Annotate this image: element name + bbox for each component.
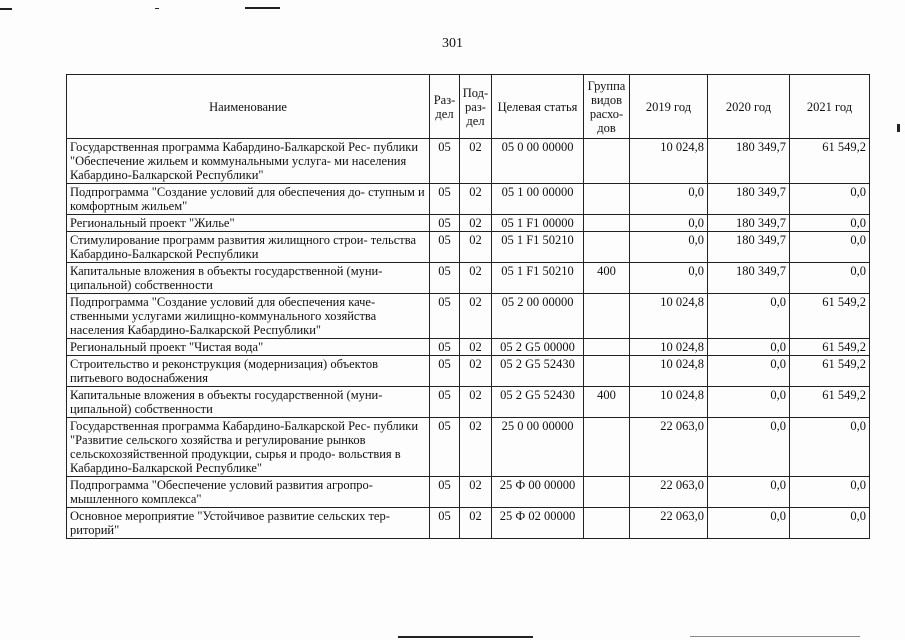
row-section: 05: [430, 232, 460, 263]
row-name: Капитальные вложения в объекты государственной (муни- ципальной) собственности: [67, 387, 430, 418]
row-expense-group: [584, 339, 630, 356]
row-2019: 10 024,8: [630, 356, 708, 387]
row-2020: 0,0: [708, 356, 790, 387]
row-name: Подпрограмма "Создание условий для обеспечения до- ступным и комфортным жильем": [67, 184, 430, 215]
row-2020: 180 349,7: [708, 263, 790, 294]
row-2020: 0,0: [708, 387, 790, 418]
row-section: 05: [430, 387, 460, 418]
row-subsection: 02: [460, 294, 492, 339]
header-subsection: Под-раз-дел: [460, 75, 492, 139]
header-2020: 2020 год: [708, 75, 790, 139]
row-2019: 22 063,0: [630, 508, 708, 539]
row-expense-group: [584, 184, 630, 215]
row-2020: 180 349,7: [708, 215, 790, 232]
row-name: Государственная программа Кабардино-Балкарской Рес- публики "Обеспечение жильем и коммунальными услуга- ми населения Кабардино-Балкарской Республики": [67, 139, 430, 184]
table-row: [67, 294, 870, 339]
header-2019: 2019 год: [630, 75, 708, 139]
scan-mark-bottom-right: [690, 636, 860, 637]
row-2019: 10 024,8: [630, 294, 708, 339]
row-subsection: 02: [460, 339, 492, 356]
row-expense-group: [584, 356, 630, 387]
scan-mark-top: [245, 7, 280, 9]
row-target-item: 25 Ф 00 00000: [492, 477, 584, 508]
row-section: 05: [430, 418, 460, 477]
row-target-item: 05 2 G5 52430: [492, 387, 584, 418]
row-subsection: 02: [460, 418, 492, 477]
row-2019: 22 063,0: [630, 418, 708, 477]
row-subsection: 02: [460, 232, 492, 263]
row-2019: 10 024,8: [630, 387, 708, 418]
row-section: 05: [430, 356, 460, 387]
row-2020: 0,0: [708, 339, 790, 356]
row-target-item: 05 2 G5 52430: [492, 356, 584, 387]
row-subsection: 02: [460, 387, 492, 418]
header-section: Раз-дел: [430, 75, 460, 139]
row-2019: 0,0: [630, 184, 708, 215]
row-expense-group: [584, 418, 630, 477]
row-target-item: 05 1 F1 50210: [492, 232, 584, 263]
row-target-item: 25 0 00 00000: [492, 418, 584, 477]
page-number: 301: [442, 36, 463, 51]
row-subsection: 02: [460, 215, 492, 232]
row-2021: 61 549,2: [790, 139, 870, 184]
row-subsection: 02: [460, 139, 492, 184]
row-name: Государственная программа Кабардино-Балкарской Рес- публики "Развитие сельского хозяйства и регулирование рынков сельскохозяйственной продукции, сырья и продо- вольствия в Кабардино-Балкарской Республике": [67, 418, 430, 477]
row-target-item: 05 2 G5 00000: [492, 339, 584, 356]
row-name: Подпрограмма "Создание условий для обеспечения каче- ственными услугами жилищно-коммунального хозяйства населения Кабардино-Балкарской Республики": [67, 294, 430, 339]
row-2021: 0,0: [790, 418, 870, 477]
row-target-item: 05 1 F1 00000: [492, 215, 584, 232]
row-2020: 0,0: [708, 477, 790, 508]
row-target-item: 05 1 00 00000: [492, 184, 584, 215]
table-row: [67, 215, 870, 232]
row-section: 05: [430, 294, 460, 339]
row-target-item: 25 Ф 02 00000: [492, 508, 584, 539]
row-expense-group: [584, 477, 630, 508]
row-section: 05: [430, 139, 460, 184]
row-expense-group: 400: [584, 387, 630, 418]
scan-mark-right: [897, 124, 900, 132]
row-section: 05: [430, 215, 460, 232]
row-section: 05: [430, 477, 460, 508]
row-target-item: 05 0 00 00000: [492, 139, 584, 184]
row-2021: 0,0: [790, 215, 870, 232]
scan-mark-bottom: [398, 636, 533, 638]
row-2020: 0,0: [708, 508, 790, 539]
header-expense-group: Группа видов расхо-дов: [584, 75, 630, 139]
row-2020: 180 349,7: [708, 184, 790, 215]
row-section: 05: [430, 508, 460, 539]
table-row: [67, 477, 870, 508]
row-target-item: 05 2 00 00000: [492, 294, 584, 339]
row-2019: 22 063,0: [630, 477, 708, 508]
header-name: Наименование: [67, 75, 430, 139]
row-name: Стимулирование программ развития жилищного строи- тельства Кабардино-Балкарской Республики: [67, 232, 430, 263]
row-expense-group: [584, 508, 630, 539]
header-target-item: Целевая статья: [492, 75, 584, 139]
budget-table: [66, 74, 870, 539]
row-name: Подпрограмма "Обеспечение условий развития агропро- мышленного комплекса": [67, 477, 430, 508]
row-subsection: 02: [460, 263, 492, 294]
table-row: [67, 387, 870, 418]
row-2021: 0,0: [790, 263, 870, 294]
row-2021: 0,0: [790, 184, 870, 215]
row-2021: 0,0: [790, 232, 870, 263]
row-expense-group: [584, 294, 630, 339]
row-2021: 61 549,2: [790, 294, 870, 339]
table-row: [67, 139, 870, 184]
row-expense-group: 400: [584, 263, 630, 294]
table-header-row: [67, 75, 870, 139]
table-row: [67, 508, 870, 539]
header-2021: 2021 год: [790, 75, 870, 139]
row-name: Основное мероприятие "Устойчивое развитие сельских тер- риторий": [67, 508, 430, 539]
row-name: Капитальные вложения в объекты государственной (муни- ципальной) собственности: [67, 263, 430, 294]
row-2020: 180 349,7: [708, 139, 790, 184]
row-2019: 0,0: [630, 263, 708, 294]
row-2019: 0,0: [630, 215, 708, 232]
row-name: Строительство и реконструкция (модернизация) объектов питьевого водоснабжения: [67, 356, 430, 387]
row-subsection: 02: [460, 508, 492, 539]
table-row: [67, 232, 870, 263]
row-section: 05: [430, 263, 460, 294]
row-expense-group: [584, 215, 630, 232]
table-row: [67, 184, 870, 215]
row-expense-group: [584, 232, 630, 263]
row-2020: 0,0: [708, 418, 790, 477]
row-2021: 61 549,2: [790, 339, 870, 356]
row-2019: 10 024,8: [630, 139, 708, 184]
table-row: [67, 339, 870, 356]
row-subsection: 02: [460, 184, 492, 215]
table-row: [67, 418, 870, 477]
row-2020: 180 349,7: [708, 232, 790, 263]
scan-mark-top-left: [0, 8, 12, 10]
row-section: 05: [430, 184, 460, 215]
scan-mark-top-2: [155, 8, 159, 9]
row-name: Региональный проект "Чистая вода": [67, 339, 430, 356]
table-row: [67, 356, 870, 387]
row-subsection: 02: [460, 477, 492, 508]
row-subsection: 02: [460, 356, 492, 387]
row-section: 05: [430, 339, 460, 356]
table-row: [67, 263, 870, 294]
row-expense-group: [584, 139, 630, 184]
row-2019: 0,0: [630, 232, 708, 263]
row-target-item: 05 1 F1 50210: [492, 263, 584, 294]
row-2021: 61 549,2: [790, 356, 870, 387]
row-2020: 0,0: [708, 294, 790, 339]
row-2021: 0,0: [790, 508, 870, 539]
row-2019: 10 024,8: [630, 339, 708, 356]
row-2021: 61 549,2: [790, 387, 870, 418]
row-name: Региональный проект "Жилье": [67, 215, 430, 232]
row-2021: 0,0: [790, 477, 870, 508]
